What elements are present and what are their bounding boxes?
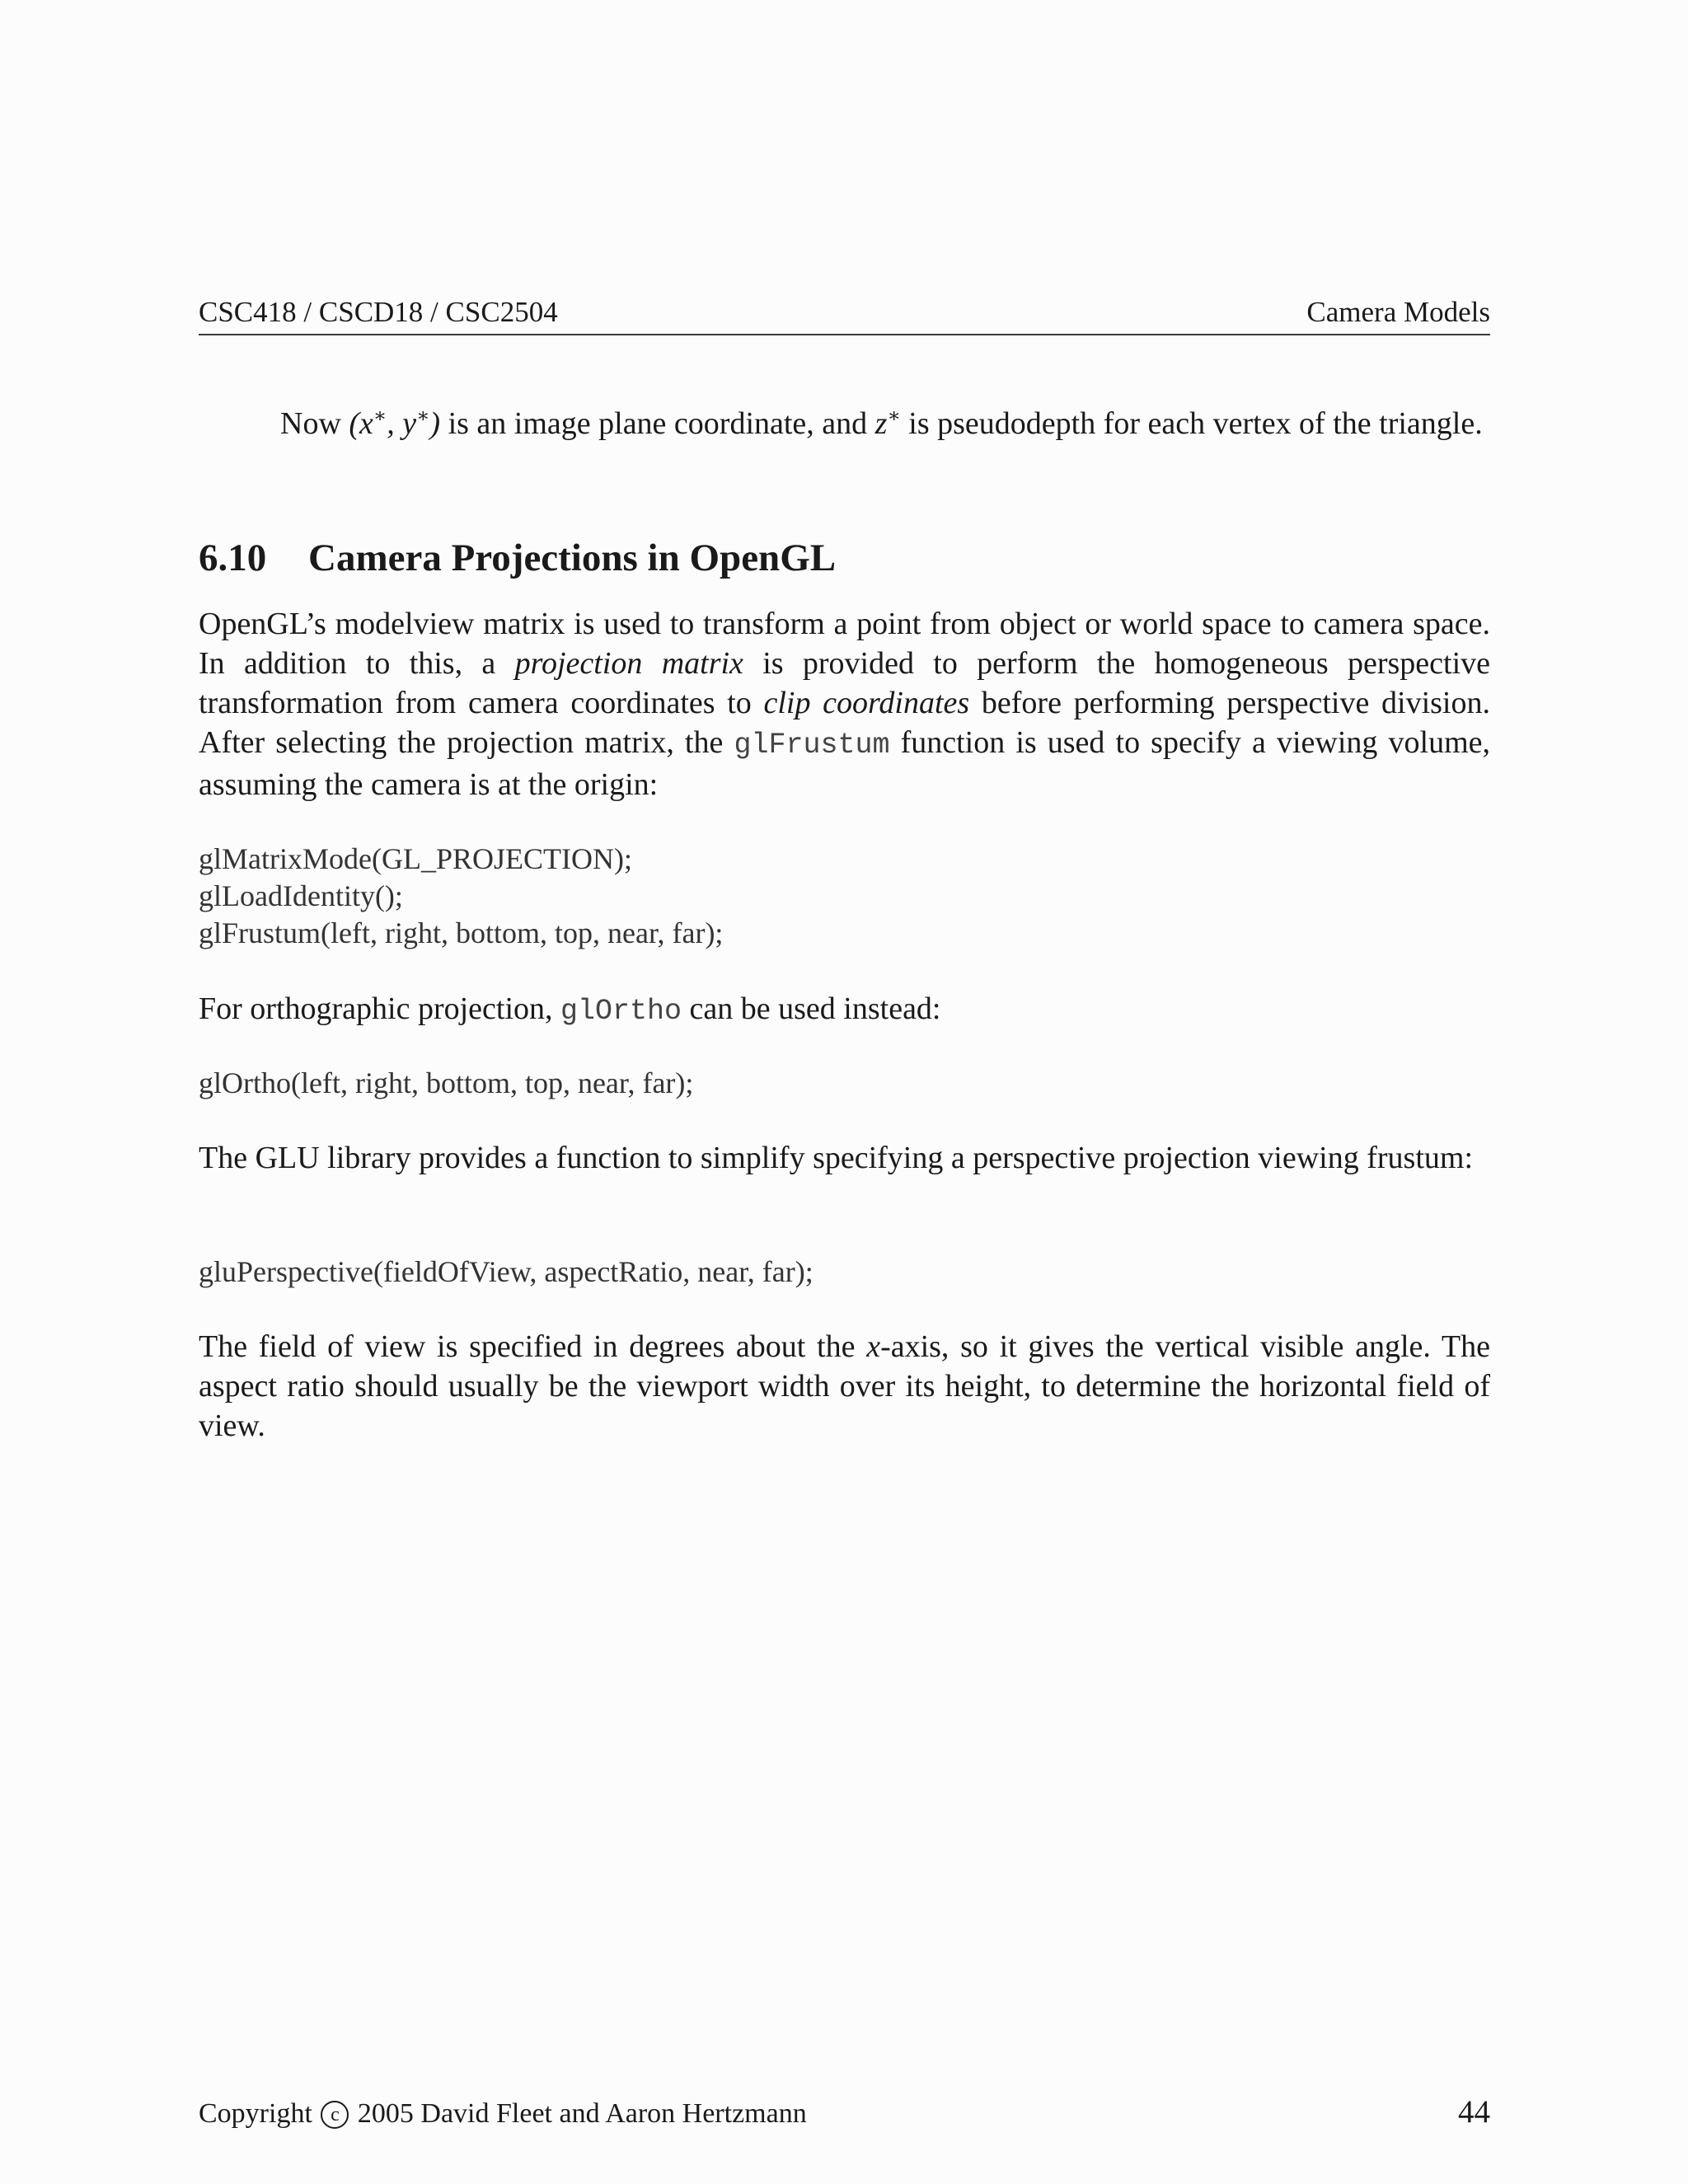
para4-text-1: The field of view is specified in degrees about the bbox=[199, 1329, 867, 1364]
running-header bbox=[199, 293, 1490, 335]
term-clip-coordinates: clip coordinates bbox=[763, 686, 970, 720]
copyright-holders: 2005 David Fleet and Aaron Hertzmann bbox=[357, 2098, 807, 2129]
para1-text-3: before performing perspective division. After selecting the projection matrix, the bbox=[199, 686, 1490, 760]
intro-paragraph bbox=[280, 404, 1490, 443]
inline-code-glortho: glOrtho bbox=[560, 995, 682, 1028]
section-number: 6.10 bbox=[199, 537, 267, 579]
para1-text-1: OpenGL’s modelview matrix is used to transform a point from object or world space to camera space. In addition to this, a bbox=[199, 607, 1490, 681]
intro-text-2: is an image plane coordinate, and bbox=[440, 406, 875, 441]
math-image-coordinate: (x∗, y∗) bbox=[349, 405, 441, 441]
inline-code-glfrustum: glFrustum bbox=[734, 729, 890, 762]
copyright-symbol: c bbox=[321, 2101, 349, 2129]
code-line: glLoadIdentity(); bbox=[199, 879, 403, 912]
code-line: glOrtho(left, right, bottom, top, near, far); bbox=[199, 1066, 694, 1099]
body-paragraph-glu: The GLU library provides a function to simplify specifying a perspective projection viewing frustum: bbox=[199, 1141, 1473, 1175]
code-line: gluPerspective(fieldOfView, aspectRatio, near, far); bbox=[199, 1255, 814, 1288]
body-paragraph-field-of-view bbox=[199, 1327, 1490, 1446]
code-line: glMatrixMode(GL_PROJECTION); bbox=[199, 842, 632, 875]
section-heading bbox=[199, 536, 836, 580]
intro-text-1: Now bbox=[280, 406, 349, 441]
code-block-frustum bbox=[199, 841, 1490, 952]
document-page bbox=[199, 0, 1490, 2184]
copyright-notice bbox=[199, 2098, 807, 2130]
math-pseudodepth: z∗ bbox=[874, 405, 901, 441]
para1-text-4: function is used to specify a viewing volume, assuming the camera is at the origin: bbox=[199, 725, 1490, 802]
para2-text-2: can be used instead: bbox=[682, 991, 941, 1026]
code-block-perspective bbox=[199, 1254, 1490, 1291]
header-chapter: Camera Models bbox=[1306, 296, 1490, 328]
intro-text-3: is pseudodepth for each vertex of the triangle. bbox=[900, 406, 1483, 441]
para1-text-2: is provided to perform the homogeneous perspective transformation from camera coordinates to bbox=[199, 646, 1490, 720]
page-footer bbox=[199, 2093, 1490, 2135]
header-course: CSC418 / CSCD18 / CSC2504 bbox=[199, 296, 558, 328]
math-x-axis: x bbox=[866, 1329, 881, 1364]
section-title-text: Camera Projections in OpenGL bbox=[308, 537, 837, 579]
body-paragraph-ortho bbox=[199, 989, 1490, 1031]
code-block-ortho bbox=[199, 1065, 1490, 1102]
body-paragraph-projection bbox=[199, 604, 1490, 804]
term-projection-matrix: projection matrix bbox=[514, 646, 743, 681]
copyright-label: Copyright bbox=[199, 2098, 312, 2129]
para4-text-2: -axis, so it gives the vertical visible angle. The aspect ratio should usually be the viewport width over its height, to determine the horizontal field of view. bbox=[199, 1329, 1490, 1443]
para2-text-1: For orthographic projection, bbox=[199, 991, 561, 1026]
code-line: glFrustum(left, right, bottom, top, near, far); bbox=[199, 916, 724, 949]
page-number: 44 bbox=[1458, 2094, 1490, 2130]
